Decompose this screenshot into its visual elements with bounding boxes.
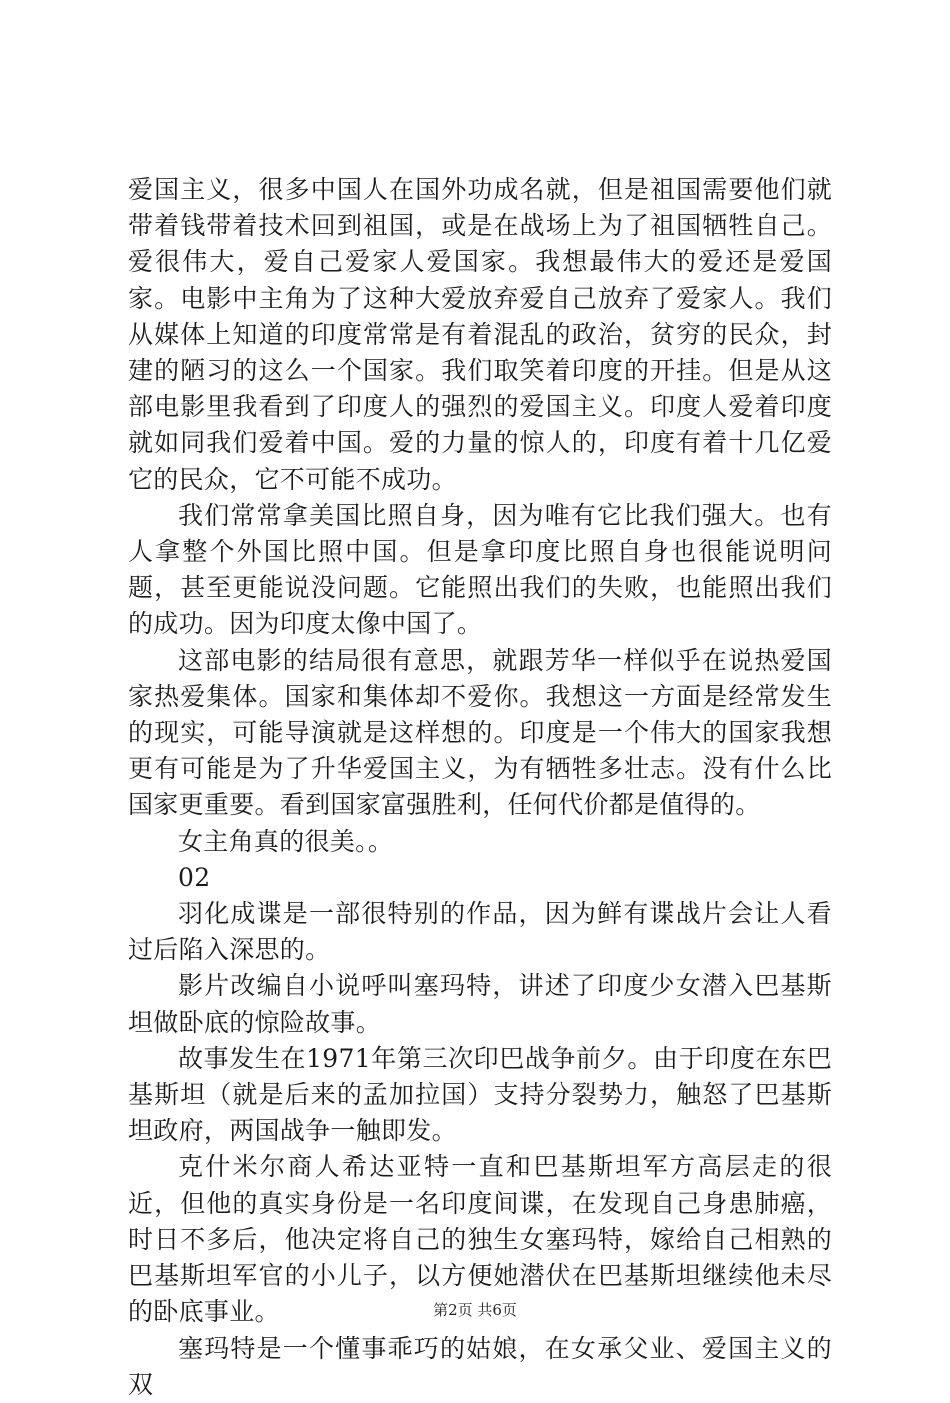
page-number-label: 第2页 共6页 <box>433 1301 517 1319</box>
paragraph: 影片改编自小说呼叫塞玛特，讲述了印度少女潜入巴基斯坦做卧底的惊险故事。 <box>128 971 832 1037</box>
paragraph: 塞玛特是一个懂事乖巧的姑娘，在女承父业、爱国主义的双 <box>128 1333 832 1399</box>
paragraph: 故事发生在1971年第三次印巴战争前夕。由于印度在东巴基斯坦（就是后来的孟加拉国）支持分裂势力，触怒了巴基斯坦政府，两国战争一触即发。 <box>128 1043 832 1146</box>
page-footer <box>0 1300 950 1320</box>
paragraph: 克什米尔商人希达亚特一直和巴基斯坦军方高层走的很近，但他的真实身份是一名印度间谍，在发现自己身患肺癌，时日不多后，他决定将自己的独生女塞玛特，嫁给自己相熟的巴基斯坦军官的小儿子，以方便她潜伏在巴基斯坦继续他未尽的卧底事业。 <box>128 1152 832 1327</box>
paragraph-continued: 爱国主义，很多中国人在国外功成名就，但是祖国需要他们就带着钱带着技术回到祖国，或是在战场上为了祖国牺牲自己。爱很伟大，爱自己爱家人爱国家。我想最伟大的爱还是爱国家。电影中主角为了这种大爱放弃爱自己放弃了爱家人。我们从媒体上知道的印度常常是有着混乱的政治，贫穷的民众，封建的陋习的这么一个国家。我们取笑着印度的开挂。但是从这部电影里我看到了印度人的强烈的爱国主义。印度人爱着印度就如同我们爱着中国。爱的力量的惊人的，印度有着十几亿爱它的民众，它不可能不成功。 <box>128 175 832 494</box>
section-number: 02 <box>178 862 211 892</box>
paragraph: 羽化成谍是一部很特别的作品，因为鲜有谍战片会让人看过后陷入深思的。 <box>128 899 832 965</box>
document-body <box>128 172 832 1403</box>
paragraph: 这部电影的结局很有意思，就跟芳华一样似乎在说热爱国家热爱集体。国家和集体却不爱你。我想这一方面是经常发生的现实，可能导演就是这样想的。印度是一个伟大的国家我想更有可能是为了升华爱国主义，为有牺牲多壮志。没有什么比国家更重要。看到国家富强胜利，任何代价都是值得的。 <box>128 645 832 820</box>
paragraph: 女主角真的很美。。 <box>178 826 394 856</box>
paragraph: 我们常常拿美国比照自身，因为唯有它比我们强大。也有人拿整个外国比照中国。但是拿印度比照自身也很能说明问题，甚至更能说没问题。它能照出我们的失败，也能照出我们的成功。因为印度太像中国了。 <box>128 500 832 639</box>
